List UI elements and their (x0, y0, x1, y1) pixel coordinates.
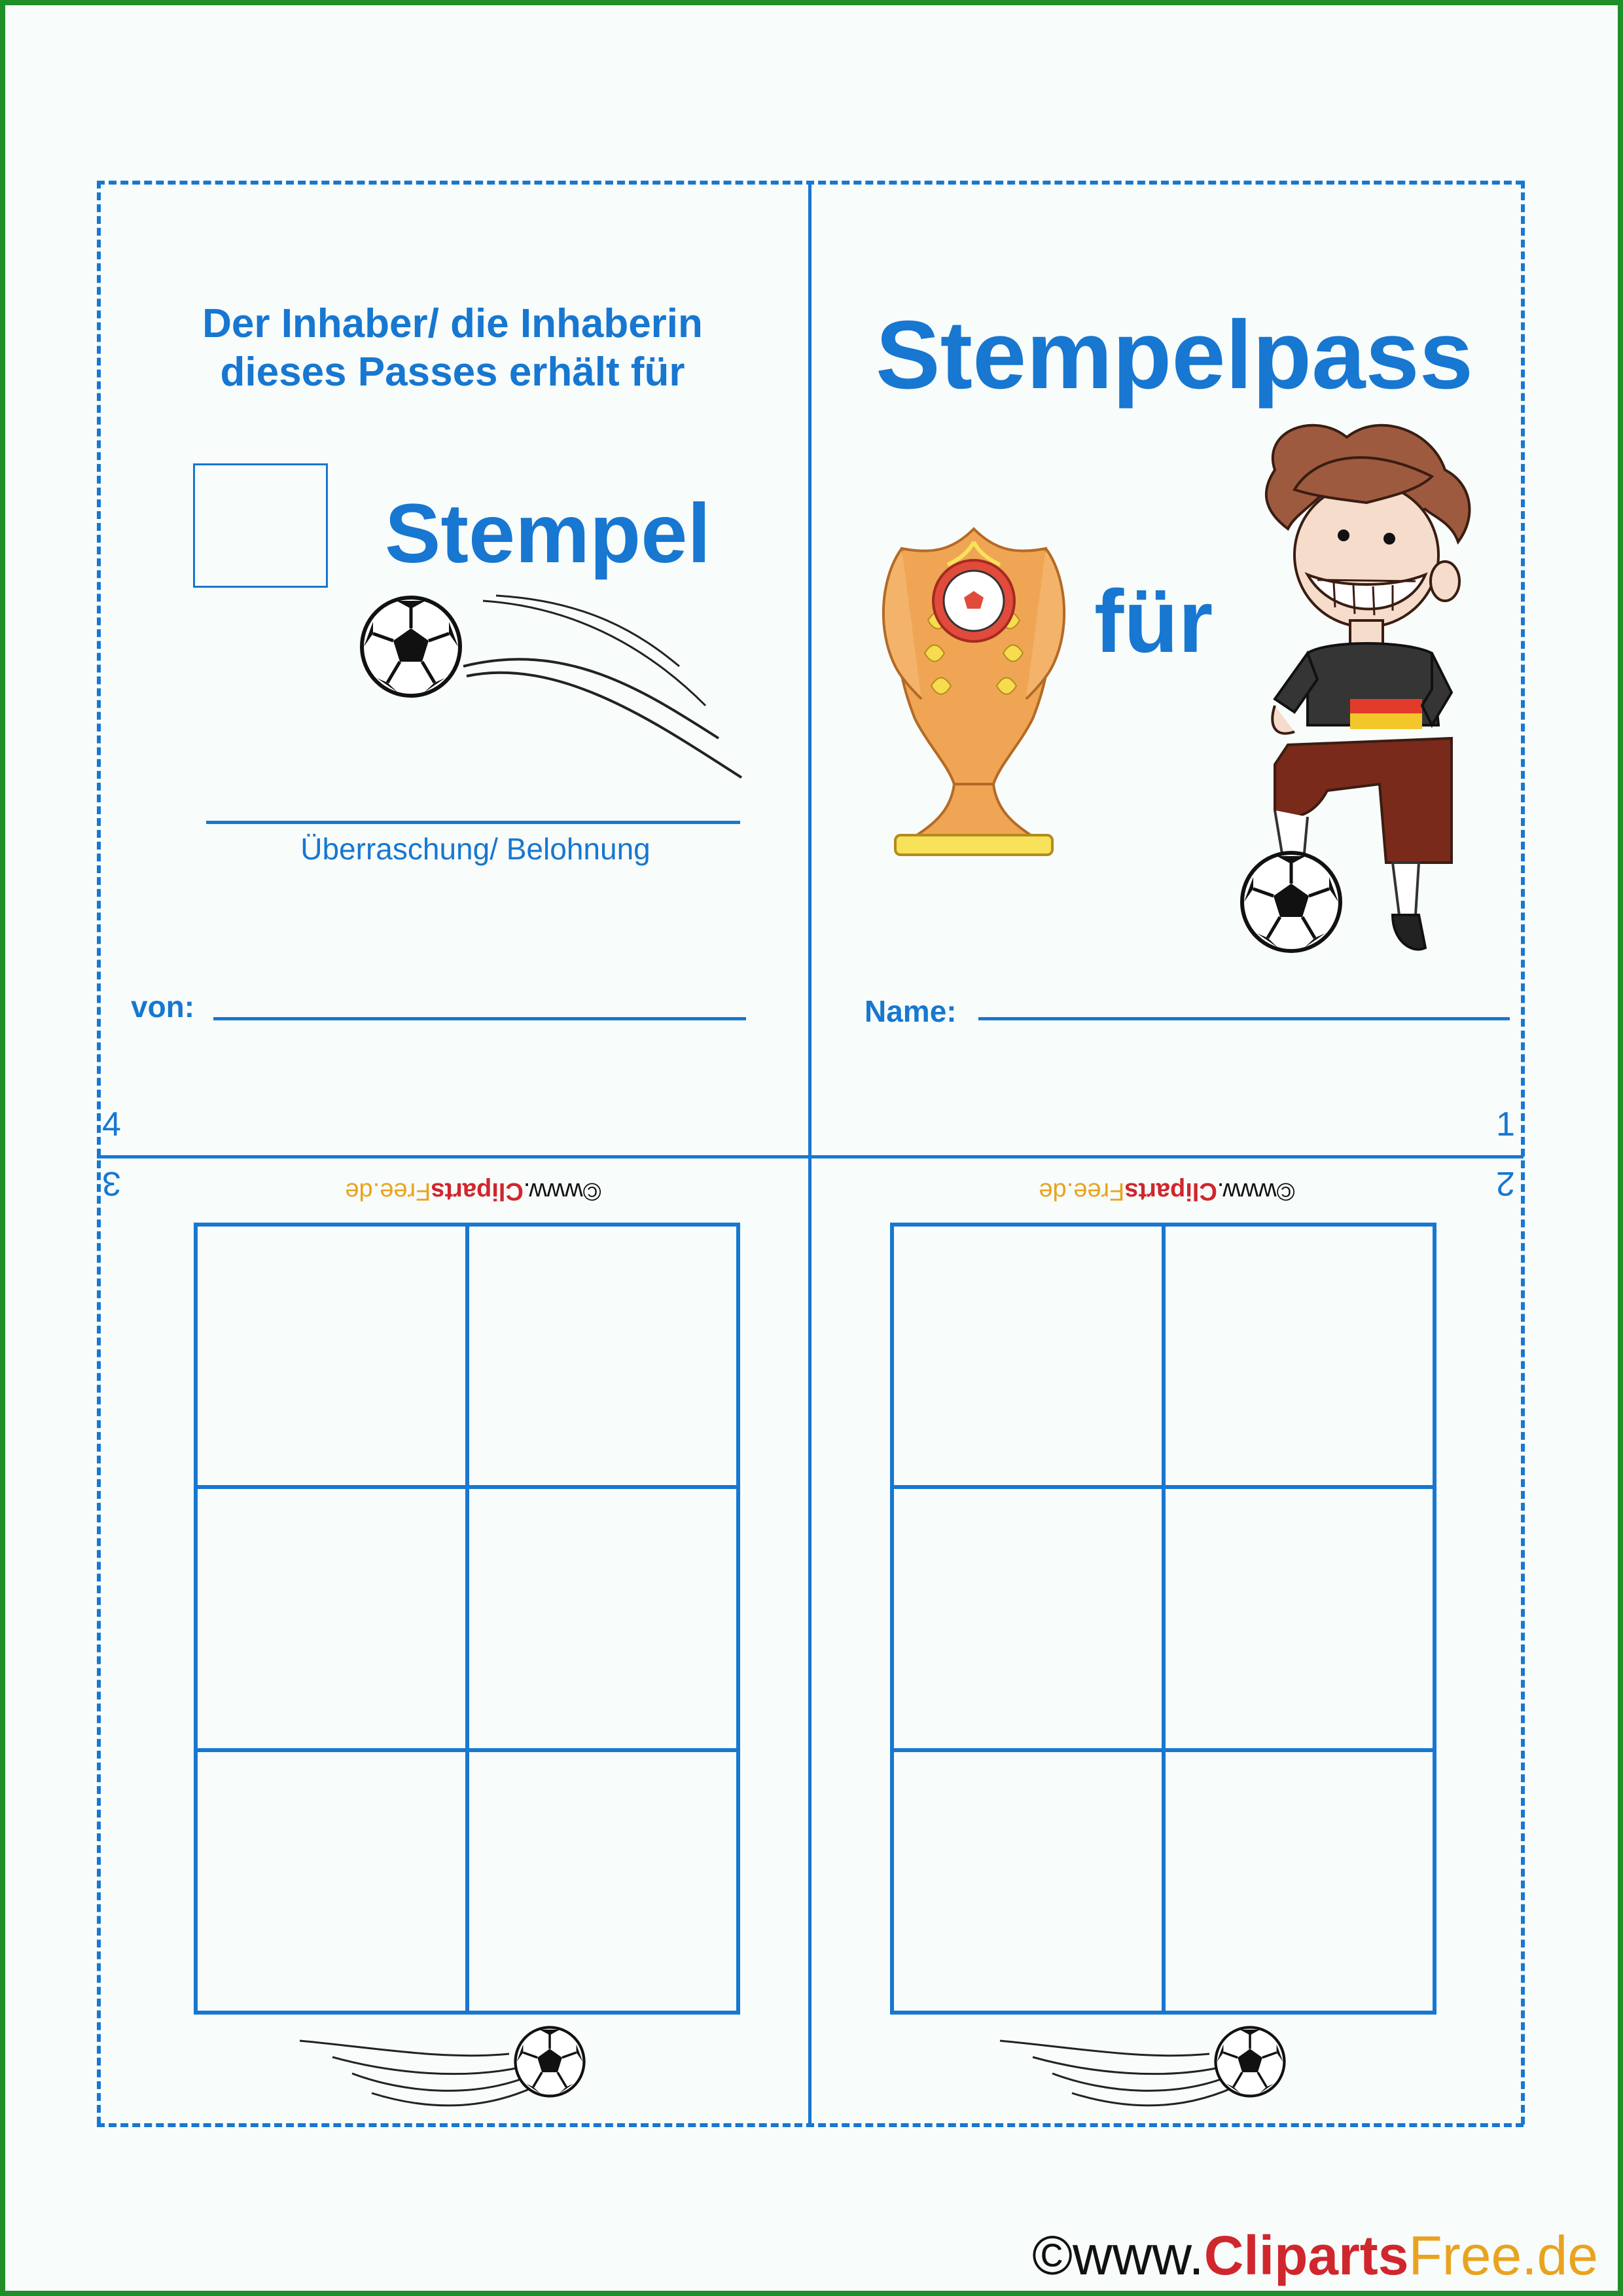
heading-line-1: Der Inhaber/ die Inhaberin (202, 301, 703, 346)
credit-suffix: Free.de (345, 1177, 431, 1205)
stamp-cell[interactable] (892, 1487, 1164, 1749)
reward-line[interactable] (206, 821, 740, 824)
credit-brand: Cliparts (431, 1177, 524, 1205)
soccer-ball-icon (1216, 2028, 1285, 2096)
stamp-cell[interactable] (467, 1225, 739, 1487)
flying-ball-icon (293, 2021, 594, 2126)
soccer-ball-icon (516, 2028, 584, 2096)
credit-prefix: ©www. (1217, 1177, 1295, 1205)
credit-footer-suffix: Free.de (1408, 2225, 1598, 2286)
stamp-cell[interactable] (1164, 1750, 1435, 2013)
title: Stempelpass (876, 301, 1474, 409)
credit-small-left (332, 1177, 614, 1205)
stamp-cell[interactable] (892, 1225, 1164, 1487)
page-number-2: 2 (1496, 1164, 1515, 1202)
stamp-cell[interactable] (196, 1487, 467, 1749)
stamp-grid-left (194, 1223, 740, 2015)
cut-line-right (1521, 181, 1525, 2125)
credit-footer[interactable] (1032, 2224, 1598, 2287)
panel-left-heading (97, 300, 808, 397)
stamp-cell[interactable] (1164, 1225, 1435, 1487)
stamp-grid-right (890, 1223, 1436, 2015)
reward-label: Überraschung/ Belohnung (300, 832, 651, 866)
credit-suffix: Free.de (1039, 1177, 1125, 1205)
credit-footer-brand: Cliparts (1204, 2225, 1409, 2286)
stamp-cell[interactable] (892, 1750, 1164, 2013)
page-number-1: 1 (1496, 1105, 1515, 1143)
flying-ball-icon (352, 581, 758, 797)
trophy-icon (876, 522, 1072, 869)
page-number-3: 3 (102, 1164, 121, 1202)
cut-line-left (97, 181, 101, 2125)
stamp-box[interactable] (193, 463, 328, 588)
stamp-word: Stempel (385, 487, 711, 581)
credit-brand: Cliparts (1124, 1177, 1217, 1205)
from-line[interactable] (213, 1017, 746, 1020)
stamp-cell[interactable] (467, 1750, 739, 2013)
page-number-4: 4 (102, 1105, 121, 1143)
name-label: Name: (865, 994, 957, 1028)
heading-line-2: dieses Passes erhält für (220, 350, 685, 395)
stamp-cell[interactable] (467, 1487, 739, 1749)
for-word: für (1094, 571, 1213, 671)
fold-line-vertical (808, 181, 812, 2125)
from-label: von: (131, 990, 195, 1024)
soccer-ball-icon (362, 598, 460, 696)
stamp-cell[interactable] (1164, 1487, 1435, 1749)
credit-footer-prefix: ©www. (1032, 2225, 1204, 2286)
flying-ball-icon (993, 2021, 1294, 2126)
stamp-cell[interactable] (196, 1750, 467, 2013)
credit-small-right (1026, 1177, 1308, 1205)
credit-prefix: ©www. (523, 1177, 601, 1205)
name-line[interactable] (978, 1017, 1510, 1020)
fold-line-horizontal (97, 1155, 1524, 1158)
stamp-cell[interactable] (196, 1225, 467, 1487)
boy-player-icon (1236, 418, 1497, 961)
